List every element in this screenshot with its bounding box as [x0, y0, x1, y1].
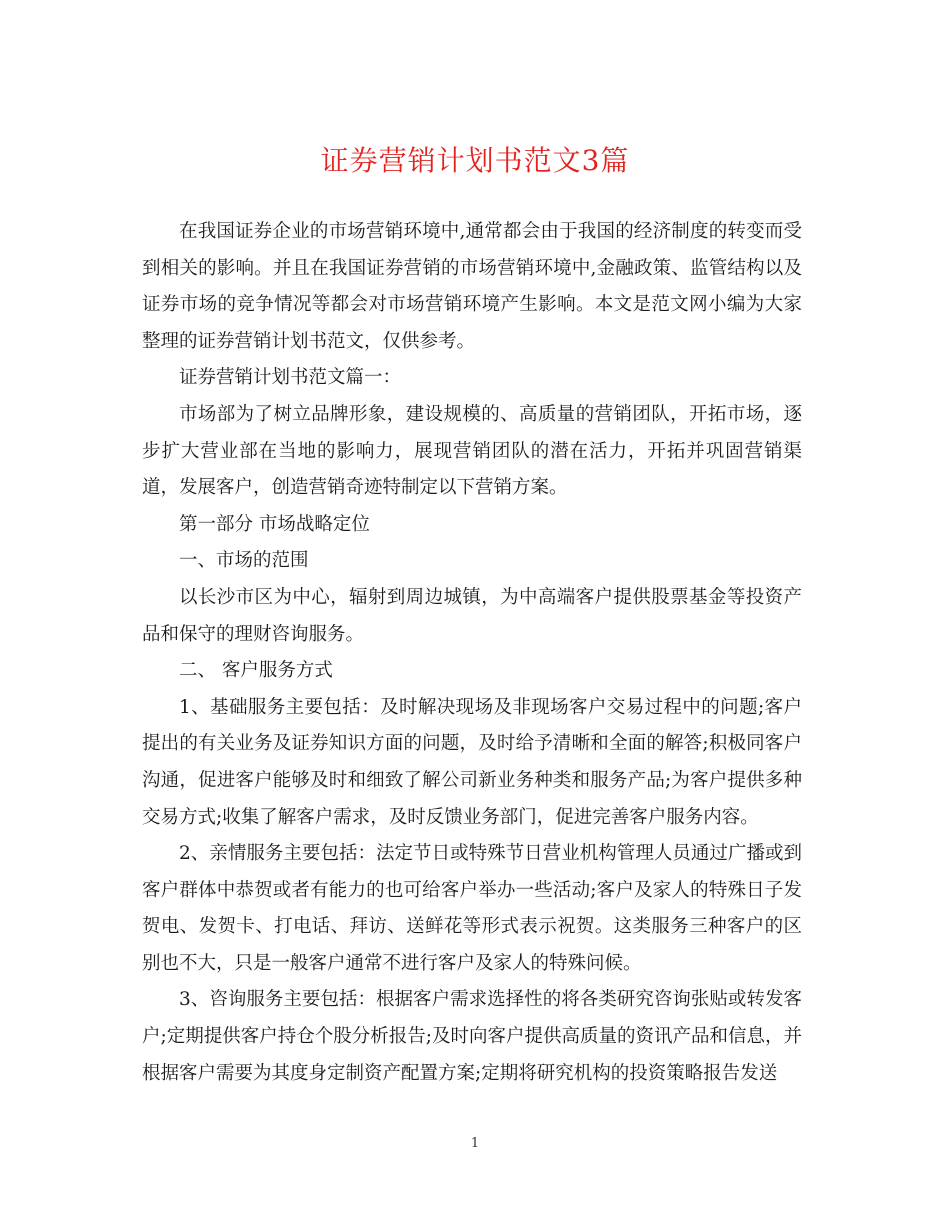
paragraph-family-service: 2、亲情服务主要包括：法定节日或特殊节日营业机构管理人员通过广播或到客户群体中恭贺或者有能力的也可给客户举办一些活动;客户及家人的特殊日子发贺电、发贺卡、打电话、拜访、送鲜花等形式表示祝贺。这类服务三种客户的区别也不大，只是一般客户通常不进行客户及家人的特殊问候。 — [142, 843, 802, 974]
document-title: 证券营销计划书范文3篇 — [320, 144, 630, 177]
paragraph-intro: 在我国证券企业的市场营销环境中,通常都会由于我国的经济制度的转变而受到相关的影响。并且在我国证券营销的市场营销环境中,金融政策、监管结构以及证券市场的竞争情况等都会对市场营销环境产生影响。本文是范文网小编为大家整理的证券营销计划书范文，仅供参考。 — [142, 221, 802, 352]
paragraph-service-heading: 二、 客户服务方式 — [179, 660, 333, 682]
paragraph-part-one-heading: 第一部分 市场战略定位 — [179, 513, 370, 535]
paragraph-section-heading: 证券营销计划书范文篇一： — [179, 367, 402, 389]
page-number: 1 — [470, 1136, 480, 1151]
paragraph-basic-service: 1、基础服务主要包括：及时解决现场及非现场客户交易过程中的问题;客户提出的有关业务及证券知识方面的问题，及时给予清晰和全面的解答;积极同客户沟通，促进客户能够及时和细致了解公司新业务种类和服务产品;为客户提供多种交易方式;收集了解客户需求，及时反馈业务部门，促进完善客户服务内容。 — [142, 696, 802, 828]
paragraph-market-scope-heading: 一、市场的范围 — [179, 550, 309, 572]
document-body — [142, 214, 802, 1092]
paragraph-market-goal: 市场部为了树立品牌形象，建设规模的、高质量的营销团队，开拓市场，逐步扩大营业部在当地的影响力，展现营销团队的潜在活力，开拓并巩固营销渠道，发展客户，创造营销奇迹特制定以下营销方案。 — [142, 403, 802, 499]
paragraph-consulting-service: 3、咨询服务主要包括：根据客户需求选择性的将各类研究咨询张贴或转发客户;定期提供客户持仓个股分析报告;及时向客户提供高质量的资讯产品和信息，并根据客户需要为其度身定制资产配置方案;定期将研究机构的投资策略报告发送 — [142, 989, 802, 1084]
paragraph-market-scope: 以长沙市区为中心，辐射到周边城镇，为中高端客户提供股票基金等投资产品和保守的理财咨询服务。 — [142, 586, 802, 645]
